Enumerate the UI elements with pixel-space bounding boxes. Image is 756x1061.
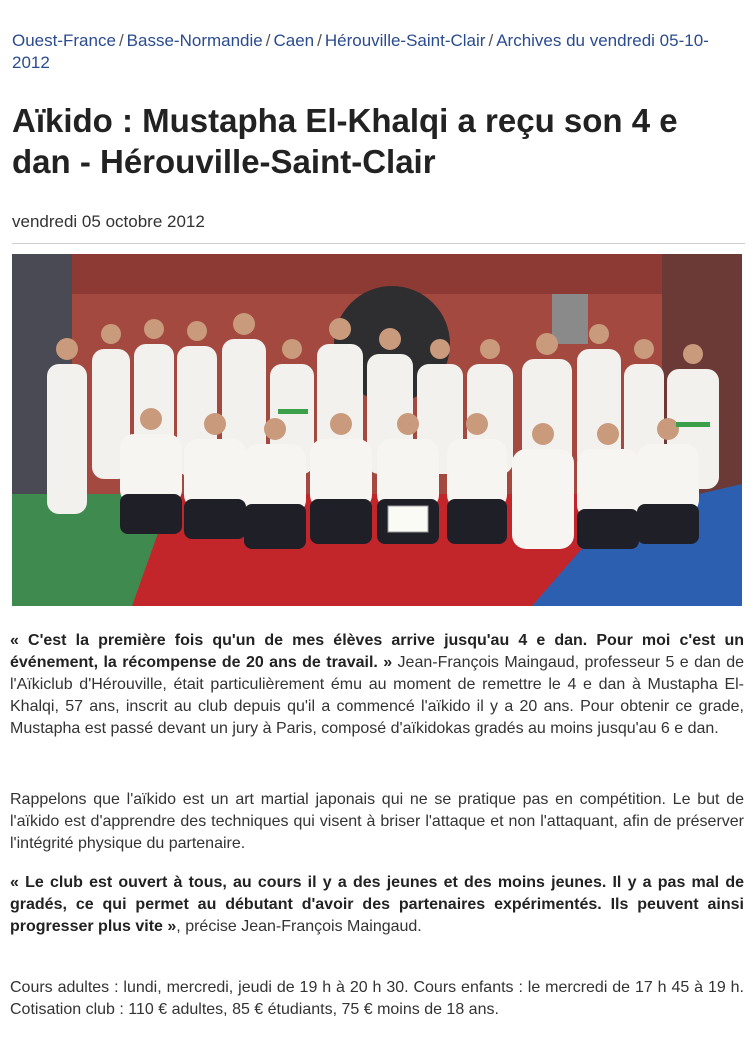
article-paragraph-3 — [10, 872, 744, 938]
article-paragraph-4: Cours adultes : lundi, mercredi, jeudi de 19 h à 20 h 30. Cours enfants : le mercredi de 17 h 45 à 19 h. Cotisation club : 110 € adultes, 85 € étudiants, 75 € moins de 18 ans. — [10, 979, 744, 1018]
breadcrumb-separator: / — [265, 31, 271, 50]
breadcrumb — [12, 30, 712, 74]
quote-intro: « C'est la première fois qu'un de mes élèves arrive jusqu'au 4 e dan. Pour moi c'est un événement, la récompense de 20 ans de travail. » — [10, 632, 744, 671]
article-title: Aïkido : Mustapha El-Khalqi a reçu son 4 e dan - Hérouville-Saint-Clair — [12, 102, 678, 180]
breadcrumb-separator: / — [317, 31, 322, 50]
paragraph-3-text: , précise Jean-François Maingaud. — [176, 918, 422, 935]
breadcrumb-link-basse-normandie[interactable]: Basse-Normandie — [126, 31, 263, 50]
article-paragraph-1 — [10, 630, 744, 740]
breadcrumb-link-caen[interactable]: Caen — [273, 31, 315, 50]
article-photo — [12, 254, 742, 606]
paragraph-1-text: Jean-François Maingaud, professeur 5 e dan de l'Aïkiclub d'Hérouville, était particulièrement ému au moment de remettre le 4 e dan à Mustapha El-Khalqi, 57 ans, inscrit au club depuis qu'il a commencé l'aïkido il y a 20 ans. Pour obtenir ce grade, Mustapha est passé devant un jury à Paris, composé d'aïkidokas gradés au moins jusqu'au 6 e dan. — [10, 654, 745, 737]
breadcrumb-link-ouest-france[interactable]: Ouest-France — [12, 31, 116, 50]
breadcrumb-link-herouville[interactable]: Hérouville-Saint-Clair — [324, 31, 486, 50]
quote-club: « Le club est ouvert à tous, au cours il y a des jeunes et des moins jeunes. Il y a pas mal de gradés, ce qui permet au débutant d'avoir des partenaires expérimentés. Ils peuvent ainsi progresser plus vite » — [10, 874, 744, 935]
title-divider — [12, 243, 745, 244]
article-date: vendredi 05 octobre 2012 — [12, 212, 205, 231]
breadcrumb-archives: Archives du vendredi 05-10-2012 — [12, 31, 709, 72]
group-photo-icon — [12, 254, 742, 606]
article-paragraph-2: Rappelons que l'aïkido est un art martial japonais qui ne se pratique pas en compétition. Le but de l'aïkido est d'apprendre des techniques qui visent à briser l'attaque et non l'attaquant, afin de préserver l'intégrité physique du partenaire. — [10, 791, 744, 852]
breadcrumb-separator: / — [488, 31, 494, 50]
breadcrumb-separator: / — [118, 31, 124, 50]
